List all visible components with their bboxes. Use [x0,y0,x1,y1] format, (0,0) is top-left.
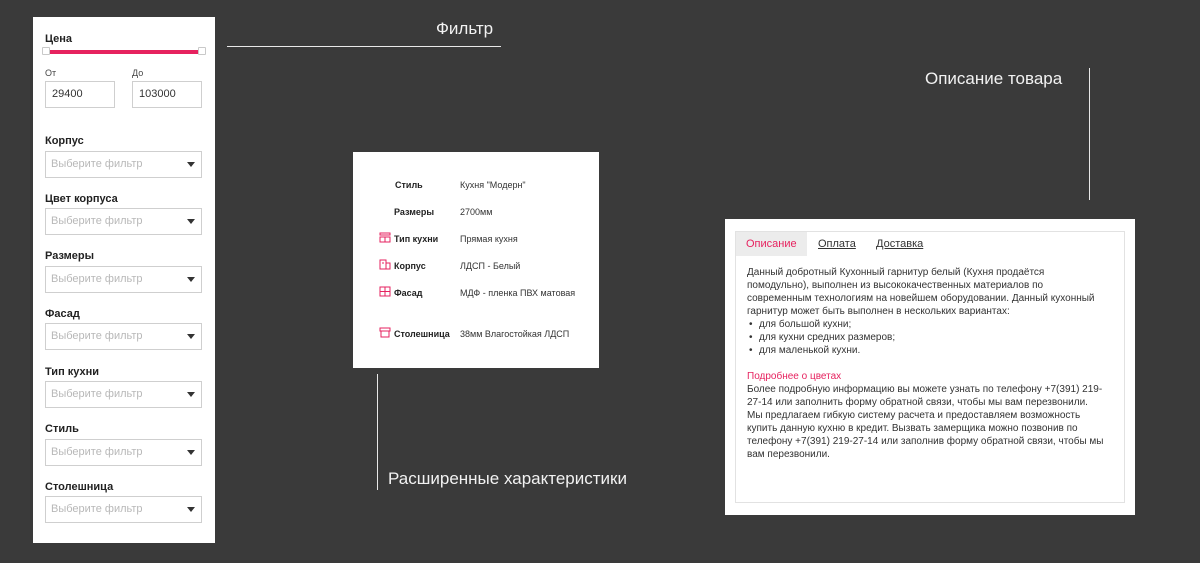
tab-description[interactable]: Описание [736,232,807,256]
annotation-filter-line [227,46,501,47]
filter-select-korpus[interactable] [45,151,202,178]
description-body [747,266,1107,461]
select-placeholder: Выберите фильтр [51,388,143,400]
spec-name: Столешница [394,329,450,339]
price-to-label: До [132,68,144,78]
spec-name: Размеры [394,207,435,217]
select-placeholder: Выберите фильтр [51,273,143,285]
annotation-specs-line [377,374,378,490]
more-text-credit: Мы предлагаем гибкую систему расчета и предоставляем возможность купить данную кухню в кредит. Вызвать замерщика можно позвонив по телефону +7(391) 219-27-14 или заполнив форму обратной связи, чтобы мы вам перезвонили. [747,410,1104,460]
filter-title-kitchen-type: Тип кухни [45,366,100,378]
annotation-filter: Фильтр [436,19,494,38]
chevron-down-icon [187,450,195,455]
spec-name: Корпус [394,261,426,271]
select-placeholder: Выберите фильтр [51,503,143,515]
cabinet-icon [379,259,391,270]
filter-title-style: Стиль [45,423,79,435]
description-paragraph: Данный добротный Кухонный гарнитур белый (Кухня продаётся помодульно), выполнен из высококачественных материалов по современным технологиям на новейшем оборудовании. Данный кухонный гарнитур может быть выполнен в нескольких вариантах: [747,267,1095,317]
spec-value: 38мм Влагостойкая ЛДСП [460,329,570,339]
spec-name: Фасад [394,288,423,298]
price-from-input[interactable]: 29400 [45,81,115,108]
filter-title-korpus: Корпус [45,135,84,147]
spec-value: Кухня "Модерн" [460,180,526,190]
list-item: • для кухни средних размеров; [759,331,1107,344]
kitchen-type-icon [379,232,391,243]
annotation-description-line [1089,68,1090,200]
filter-title-korpus-color: Цвет корпуса [45,193,118,205]
chevron-down-icon [187,392,195,397]
list-item: • для большой кухни; [759,318,1107,331]
filter-select-countertop[interactable] [45,496,202,523]
filter-select-kitchen-type[interactable] [45,381,202,408]
tab-payment[interactable]: Оплата [818,238,856,250]
filter-select-style[interactable] [45,439,202,466]
chevron-down-icon [187,277,195,282]
filter-select-sizes[interactable] [45,266,202,293]
filter-select-korpus-color[interactable] [45,208,202,235]
select-placeholder: Выберите фильтр [51,330,143,342]
filter-title-sizes: Размеры [45,250,95,262]
spec-name: Стиль [395,180,423,190]
annotation-specs: Расширенные характеристики [388,469,627,488]
description-frame [735,231,1125,503]
description-card [725,219,1135,515]
filter-panel [33,17,215,543]
select-placeholder: Выберите фильтр [51,158,143,170]
more-about-colors-title: Подробнее о цветах [747,371,842,382]
chevron-down-icon [187,162,195,167]
chevron-down-icon [187,507,195,512]
annotation-description: Описание товара [925,69,1063,88]
spec-value: ЛДСП - Белый [460,261,521,271]
countertop-icon [379,327,391,338]
select-placeholder: Выберите фильтр [51,446,143,458]
price-range-slider[interactable] [42,47,206,55]
list-item: • для маленькой кухни. [759,344,1107,357]
filter-title-countertop: Столешница [45,481,114,493]
price-title: Цена [45,33,73,45]
price-from-label: От [45,68,57,78]
price-max-handle[interactable] [198,47,206,55]
facade-icon [379,286,391,297]
chevron-down-icon [187,334,195,339]
price-min-handle[interactable] [42,47,50,55]
specs-card [353,152,599,368]
filter-select-facade[interactable] [45,323,202,350]
spec-value: Прямая кухня [460,234,518,244]
filter-title-facade: Фасад [45,308,80,320]
description-bullets [747,318,1107,357]
spec-name: Тип кухни [394,234,439,244]
select-placeholder: Выберите фильтр [51,215,143,227]
tab-delivery[interactable]: Доставка [876,238,924,250]
chevron-down-icon [187,219,195,224]
spec-value: 2700мм [460,207,493,217]
price-to-input[interactable]: 103000 [132,81,202,108]
price-range-track [42,50,206,54]
more-text-contact: Более подробную информацию вы можете узнать по телефону +7(391) 219-27-14 или заполнить форму обратной связи, чтобы мы вам перезвонили. [747,384,1103,408]
spec-value: МДФ - пленка ПВХ матовая [460,288,576,298]
